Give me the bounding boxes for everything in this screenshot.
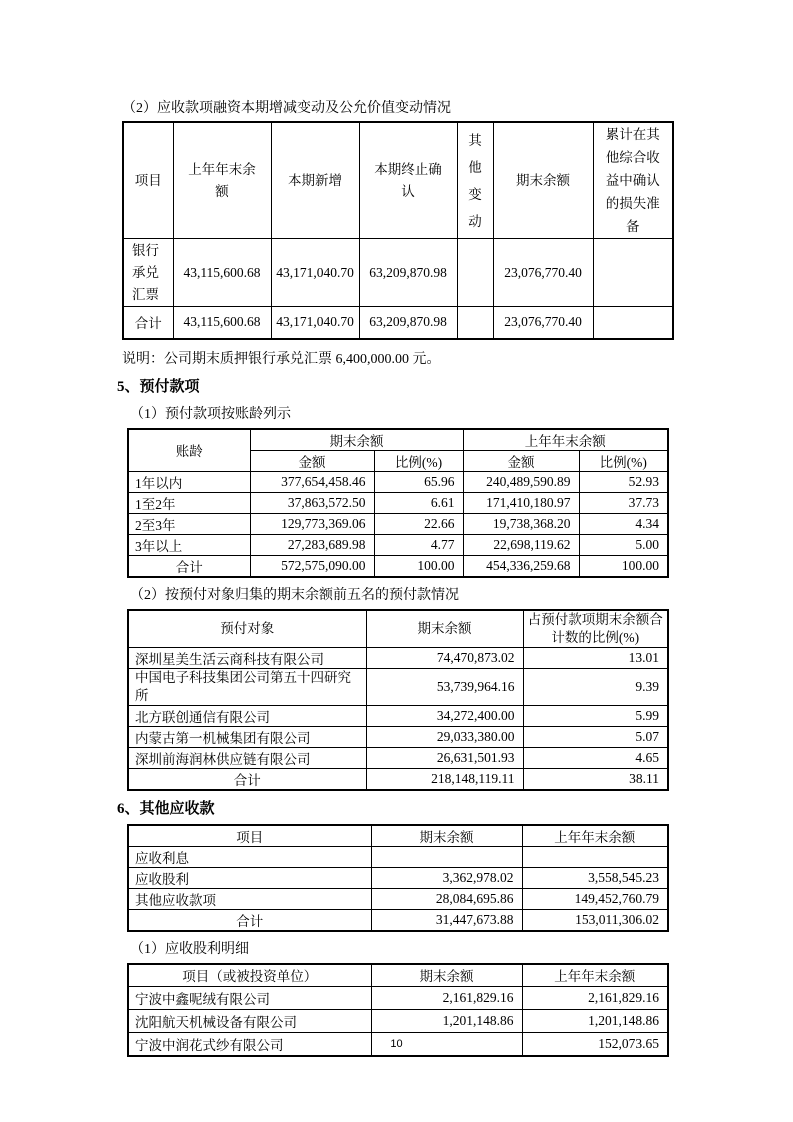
cell-company: 深圳星美生活云商科技有限公司 [128, 647, 366, 668]
cell-company: 中国电子科技集团公司第五十四研究所 [128, 668, 366, 705]
cell-ratio: 38.11 [523, 768, 668, 790]
header-cell: 占预付款项期末余额合计数的比例(%) [523, 610, 668, 648]
cell-amount [522, 846, 668, 867]
table-header-row [128, 964, 668, 987]
cell-amount: 28,084,695.86 [371, 888, 522, 909]
other-receivables-table [127, 824, 669, 932]
header-cell: 金额 [250, 450, 374, 471]
cell-ratio: 4.77 [374, 534, 463, 555]
table-row [128, 1010, 668, 1033]
cell-age: 1至2年 [128, 492, 250, 513]
cell-amount: 129,773,369.06 [250, 513, 374, 534]
section-5-heading: 5、预付款项 [117, 378, 200, 395]
page-number: 10 [390, 1038, 403, 1050]
header-cell: 上年年末余额 [522, 825, 668, 847]
cell-ratio: 100.00 [374, 555, 463, 577]
cell-amount: 63,209,870.98 [359, 307, 457, 339]
cell-ratio: 5.07 [523, 726, 668, 747]
cell-amount [593, 307, 673, 339]
header-cell: 其他变动 [457, 122, 493, 239]
cell-amount [457, 307, 493, 339]
cell-amount: 377,654,458.46 [250, 471, 374, 492]
cell-company: 内蒙古第一机械集团有限公司 [128, 726, 366, 747]
cell-company: 宁波中润花式纱有限公司 [128, 1033, 371, 1056]
cell-ratio: 6.61 [374, 492, 463, 513]
cell-amount [457, 239, 493, 307]
cell-amount: 43,115,600.68 [173, 239, 271, 307]
table-row-total [128, 768, 668, 790]
cell-ratio: 9.39 [523, 668, 668, 705]
cell-amount: 43,171,040.70 [271, 307, 359, 339]
cell-amount: 74,470,873.02 [366, 647, 523, 668]
cell-amount: 240,489,590.89 [463, 471, 579, 492]
section-5-sub1-heading: （1）预付款项按账龄列示 [130, 406, 291, 422]
cell-amount: 1,201,148.86 [371, 1010, 522, 1033]
header-cell: 本期新增 [271, 122, 359, 239]
header-cell: 项目 [123, 122, 173, 239]
cell-amount: 53,739,964.16 [366, 668, 523, 705]
cell-ratio: 4.65 [523, 747, 668, 768]
header-cell: 上年年末余额 [173, 122, 271, 239]
cell-amount: 43,115,600.68 [173, 307, 271, 339]
cell-amount: 149,452,760.79 [522, 888, 668, 909]
cell-amount: 3,558,545.23 [522, 867, 668, 888]
header-cell: 比例(%) [579, 450, 668, 471]
cell-amount [593, 239, 673, 307]
table-row [128, 888, 668, 909]
cell-amount: 23,076,770.40 [493, 307, 593, 339]
table-header-row [128, 610, 668, 648]
header-cell: 期末余额 [366, 610, 523, 648]
cell-item: 合计 [123, 307, 173, 339]
prepayments-aging-table [127, 428, 669, 578]
cell-amount: 31,447,673.88 [371, 909, 522, 931]
cell-item: 应收利息 [128, 846, 371, 867]
table-row-total [128, 555, 668, 577]
table-row [128, 867, 668, 888]
header-cell: 累计在其他综合收益中确认的损失准备 [593, 122, 673, 239]
cell-amount: 153,011,306.02 [522, 909, 668, 931]
table-row [128, 513, 668, 534]
cell-company: 宁波中鑫呢绒有限公司 [128, 987, 371, 1010]
cell-item: 应收股利 [128, 867, 371, 888]
table-row [128, 647, 668, 668]
cell-ratio: 4.34 [579, 513, 668, 534]
cell-company: 合计 [128, 768, 366, 790]
cell-amount: 171,410,180.97 [463, 492, 579, 513]
cell-amount: 19,738,368.20 [463, 513, 579, 534]
table-row [128, 726, 668, 747]
cell-amount: 22,698,119.62 [463, 534, 579, 555]
cell-amount: 29,033,380.00 [366, 726, 523, 747]
cell-age: 3年以上 [128, 534, 250, 555]
receivables-financing-table [122, 121, 674, 340]
cell-amount: 572,575,090.00 [250, 555, 374, 577]
cell-ratio: 65.96 [374, 471, 463, 492]
table-row [128, 747, 668, 768]
cell-item: 其他应收款项 [128, 888, 371, 909]
cell-company: 深圳前海润林供应链有限公司 [128, 747, 366, 768]
cell-amount [371, 846, 522, 867]
cell-amount: 3,362,978.02 [371, 867, 522, 888]
cell-amount: 23,076,770.40 [493, 239, 593, 307]
cell-amount: 2,161,829.16 [371, 987, 522, 1010]
cell-ratio: 22.66 [374, 513, 463, 534]
header-cell: 上年年末余额 [522, 964, 668, 987]
cell-age: 2至3年 [128, 513, 250, 534]
cell-amount: 454,336,259.68 [463, 555, 579, 577]
table-row [128, 471, 668, 492]
header-cell: 期末余额 [371, 964, 522, 987]
cell-ratio: 100.00 [579, 555, 668, 577]
page-content [117, 100, 672, 1057]
header-cell: 金额 [463, 450, 579, 471]
header-cell: 上年年末余额 [463, 429, 668, 451]
header-cell: 项目（或被投资单位） [128, 964, 371, 987]
table-header-row [128, 429, 668, 451]
table-row [128, 987, 668, 1010]
header-cell: 期末余额 [493, 122, 593, 239]
table-row [128, 492, 668, 513]
cell-amount: 34,272,400.00 [366, 705, 523, 726]
cell-company: 沈阳航天机械设备有限公司 [128, 1010, 371, 1033]
section-6-heading: 6、其他应收款 [117, 800, 215, 817]
cell-ratio: 37.73 [579, 492, 668, 513]
cell-item: 银行承兑汇票 [123, 239, 173, 307]
table-row-total [128, 909, 668, 931]
cell-amount: 63,209,870.98 [359, 239, 457, 307]
cell-item: 合计 [128, 909, 371, 931]
cell-amount: 152,073.65 [522, 1033, 668, 1056]
table-row [128, 705, 668, 726]
cell-amount: 2,161,829.16 [522, 987, 668, 1010]
header-cell: 本期终止确认 [359, 122, 457, 239]
table-row [128, 668, 668, 705]
cell-ratio: 5.99 [523, 705, 668, 726]
section-6-sub1-heading: （1）应收股利明细 [130, 941, 249, 957]
table-row-total [123, 307, 673, 339]
table-row [123, 239, 673, 307]
header-cell: 期末余额 [250, 429, 463, 451]
header-cell: 项目 [128, 825, 371, 847]
header-cell: 比例(%) [374, 450, 463, 471]
pledge-note: 说明：公司期末质押银行承兑汇票 6,400,000.00 元。 [122, 351, 441, 367]
cell-ratio: 13.01 [523, 647, 668, 668]
section-5-sub2-heading: （2）按预付对象归集的期末余额前五名的预付款情况 [130, 587, 459, 603]
cell-age: 合计 [128, 555, 250, 577]
cell-amount: 37,863,572.50 [250, 492, 374, 513]
cell-ratio: 52.93 [579, 471, 668, 492]
cell-amount: 26,631,501.93 [366, 747, 523, 768]
cell-amount: 27,283,689.98 [250, 534, 374, 555]
header-cell: 预付对象 [128, 610, 366, 648]
header-cell: 期末余额 [371, 825, 522, 847]
table-row [128, 534, 668, 555]
cell-amount: 1,201,148.86 [522, 1010, 668, 1033]
cell-ratio: 5.00 [579, 534, 668, 555]
receivables-financing-heading: （2）应收款项融资本期增减变动及公允价值变动情况 [122, 101, 451, 116]
cell-amount: 43,171,040.70 [271, 239, 359, 307]
cell-age: 1年以内 [128, 471, 250, 492]
table-header-row [128, 825, 668, 847]
header-cell: 账龄 [128, 429, 250, 472]
cell-amount: 218,148,119.11 [366, 768, 523, 790]
prepayments-top5-table [127, 609, 669, 791]
table-row [128, 846, 668, 867]
table-header-row [123, 122, 673, 239]
cell-company: 北方联创通信有限公司 [128, 705, 366, 726]
